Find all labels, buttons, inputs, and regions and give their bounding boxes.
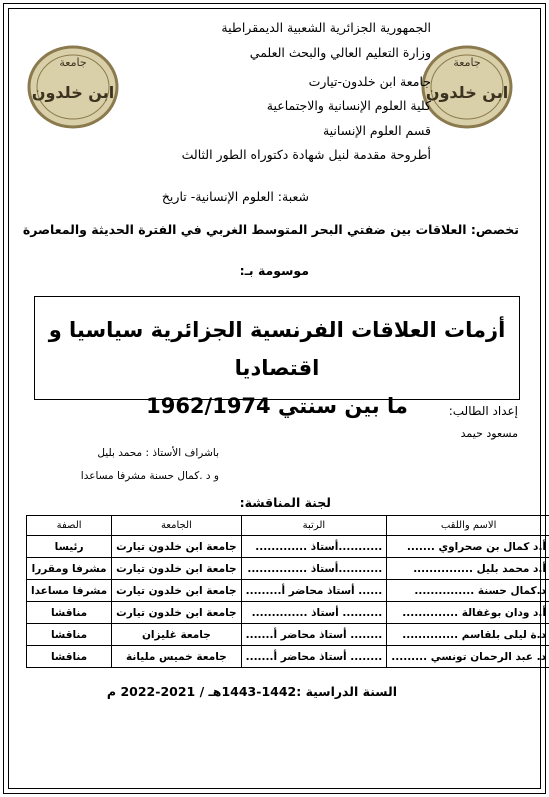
- member-university: جامعة ابن خلدون تيارت: [112, 536, 241, 558]
- member-university: جامعة ابن خلدون تيارت: [112, 602, 241, 624]
- branch: شعبة: العلوم الإنسانية- تاريخ: [161, 189, 309, 204]
- thesis-title-line-1: أزمات العلاقات الفرنسية الجزائرية سياسيا و اقتصاديا: [48, 318, 506, 380]
- column-header-university: الجامعة: [112, 516, 241, 536]
- member-university: جامعة ابن خلدون تيارت: [112, 580, 241, 602]
- titled-label: موسومة بـ:: [239, 263, 309, 278]
- member-role: رئيسا: [27, 536, 112, 558]
- member-name: د.كمال حسنة ...............: [387, 580, 549, 602]
- column-header-name: الاسم واللقب: [387, 516, 549, 536]
- supervisor-line: باشراف الأستاذ : محمد بليل: [97, 447, 219, 459]
- thesis-title-line-2: ما بين سنتي 1962/1974: [146, 394, 408, 418]
- university-seal-icon: [420, 40, 514, 134]
- table-row: [27, 536, 549, 558]
- member-rank: .......... أستاذ ..............: [241, 602, 387, 624]
- member-university: جامعة غليزان: [112, 624, 241, 646]
- member-role: مشرفا ومقررا: [27, 558, 112, 580]
- member-role: مناقشا: [27, 646, 112, 668]
- ministry-name: وزارة التعليم العالي والبحث العلمي: [249, 45, 431, 60]
- member-role: مناقشا: [27, 602, 112, 624]
- department-name: قسم العلوم الإنسانية: [322, 123, 431, 138]
- co-supervisor-line: و د .كمال حسنة مشرفا مساعدا: [80, 470, 219, 482]
- seal-text-top: جامعة: [59, 56, 87, 69]
- republic-name: الجمهورية الجزائرية الشعبية الديمقراطية: [221, 20, 431, 35]
- member-university: جامعة خميس مليانة: [112, 646, 241, 668]
- member-rank: ...... أستاذ محاضر أ.........: [241, 580, 387, 602]
- member-name: د.ة ليلى بلقاسم ..............: [387, 624, 549, 646]
- faculty-name: كلية العلوم الإنسانية والاجتماعية: [266, 98, 431, 113]
- committee-table: [26, 515, 549, 668]
- student-name: مسعود حيمد: [460, 427, 518, 440]
- member-rank: ...........أستاذ .............: [241, 536, 387, 558]
- prepared-by-label: إعداد الطالب:: [448, 404, 518, 418]
- member-rank: ........ أستاذ محاضر أ.......: [241, 646, 387, 668]
- table-row: [27, 624, 549, 646]
- member-rank: ........ أستاذ محاضر أ.......: [241, 624, 387, 646]
- member-name: أ.د كمال بن صحراوي .......: [387, 536, 549, 558]
- table-row: [27, 646, 549, 668]
- member-rank: ...........أستاذ ...............: [241, 558, 387, 580]
- university-seal-icon: [26, 40, 120, 134]
- member-university: جامعة ابن خلدون تيارت: [112, 558, 241, 580]
- table-row: [27, 558, 549, 580]
- member-role: مناقشا: [27, 624, 112, 646]
- member-role: مشرفا مساعدا: [27, 580, 112, 602]
- specialty: تخصص: العلاقات بين ضفتي البحر المتوسط الغربي في الفترة الحديثة والمعاصرة: [22, 222, 519, 237]
- thesis-type: أطروحة مقدمة لنيل شهادة دكتوراه الطور الثالث: [181, 147, 431, 162]
- seal-text-top: جامعة: [453, 56, 481, 69]
- member-name: د. عبد الرحمان تونسي .........: [387, 646, 549, 668]
- university-name: جامعة ابن خلدون-تيارت: [308, 74, 431, 89]
- column-header-rank: الرتبة: [241, 516, 387, 536]
- member-name: أ.د ودان بوغفالة ..............: [387, 602, 549, 624]
- column-header-role: الصفة: [27, 516, 112, 536]
- academic-year: السنة الدراسية :1442-1443هـ / 2021-2022 م: [106, 684, 397, 699]
- committee-header-row: [27, 516, 549, 536]
- seal-text-main: ابن خلدون: [425, 83, 509, 102]
- table-row: [27, 602, 549, 624]
- committee-title: لجنة المناقشة:: [239, 495, 331, 510]
- seal-text-main: ابن خلدون: [31, 83, 115, 102]
- member-name: أ.د محمد بليل ...............: [387, 558, 549, 580]
- table-row: [27, 580, 549, 602]
